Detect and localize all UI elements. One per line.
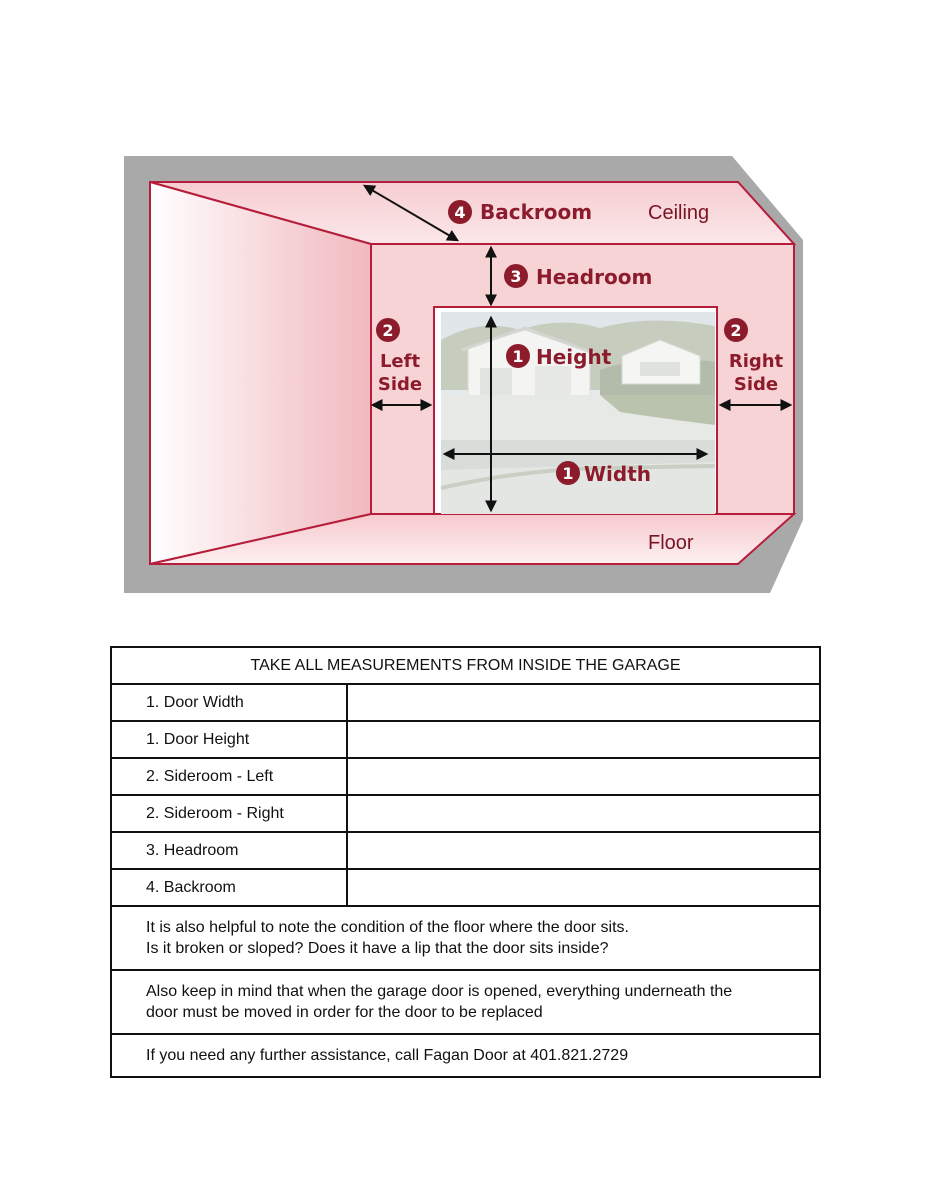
backroom-value-field[interactable] xyxy=(347,869,820,906)
right-side-text-2: Side xyxy=(733,374,779,395)
floor-condition-note xyxy=(111,906,820,970)
ceiling-label: Ceiling xyxy=(648,202,710,224)
clear-area-note xyxy=(111,970,820,1034)
move-note-line-1: Also keep in mind that when the garage door is opened, everything underneath the xyxy=(146,983,733,1000)
table-row xyxy=(111,869,820,906)
row-label-backroom: 4. Backroom xyxy=(111,869,347,906)
headroom-value-field[interactable] xyxy=(347,832,820,869)
width-badge: 1 xyxy=(562,464,574,483)
table-row xyxy=(111,721,820,758)
table-row xyxy=(111,758,820,795)
headroom-text: Headroom xyxy=(536,265,653,289)
backroom-badge: 4 xyxy=(454,203,466,222)
row-label-door-height: 1. Door Height xyxy=(111,721,347,758)
width-label xyxy=(556,461,651,486)
backroom-text: Backroom xyxy=(480,200,593,224)
row-label-headroom: 3. Headroom xyxy=(111,832,347,869)
floor-note-row xyxy=(111,906,820,970)
left-side-text-1: Left xyxy=(379,351,421,372)
height-text: Height xyxy=(536,345,612,369)
contact-row xyxy=(111,1034,820,1077)
table-row xyxy=(111,795,820,832)
width-text: Width xyxy=(584,462,652,486)
garage-door-opening xyxy=(434,307,717,514)
table-header: TAKE ALL MEASUREMENTS FROM INSIDE THE GARAGE xyxy=(111,647,820,684)
table-row xyxy=(111,684,820,721)
measurement-table xyxy=(110,646,821,1078)
table-row xyxy=(111,832,820,869)
door-height-value-field[interactable] xyxy=(347,721,820,758)
left-wall xyxy=(150,182,371,564)
right-side-badge: 2 xyxy=(730,321,742,340)
move-note-line-2: door must be moved in order for the door to be replaced xyxy=(146,1004,543,1021)
table-header-row xyxy=(111,647,820,684)
right-side-text-1: Right xyxy=(728,351,784,372)
door-width-value-field[interactable] xyxy=(347,684,820,721)
headroom-badge: 3 xyxy=(510,267,522,286)
row-label-sideroom-left: 2. Sideroom - Left xyxy=(111,758,347,795)
left-side-text-2: Side xyxy=(377,374,423,395)
floor-label: Floor xyxy=(648,532,694,554)
floor-note-line-1: It is also helpful to note the condition of the floor where the door sits. xyxy=(146,919,629,936)
floor-note-line-2: Is it broken or sloped? Does it have a lip that the door sits inside? xyxy=(146,940,609,957)
contact-note: If you need any further assistance, call Fagan Door at 401.821.2729 xyxy=(111,1034,820,1077)
left-side-badge: 2 xyxy=(382,321,394,340)
row-label-door-width: 1. Door Width xyxy=(111,684,347,721)
move-note-row xyxy=(111,970,820,1034)
sideroom-right-value-field[interactable] xyxy=(347,795,820,832)
height-badge: 1 xyxy=(512,347,524,366)
height-label xyxy=(506,344,612,369)
sideroom-left-value-field[interactable] xyxy=(347,758,820,795)
row-label-sideroom-right: 2. Sideroom - Right xyxy=(111,795,347,832)
